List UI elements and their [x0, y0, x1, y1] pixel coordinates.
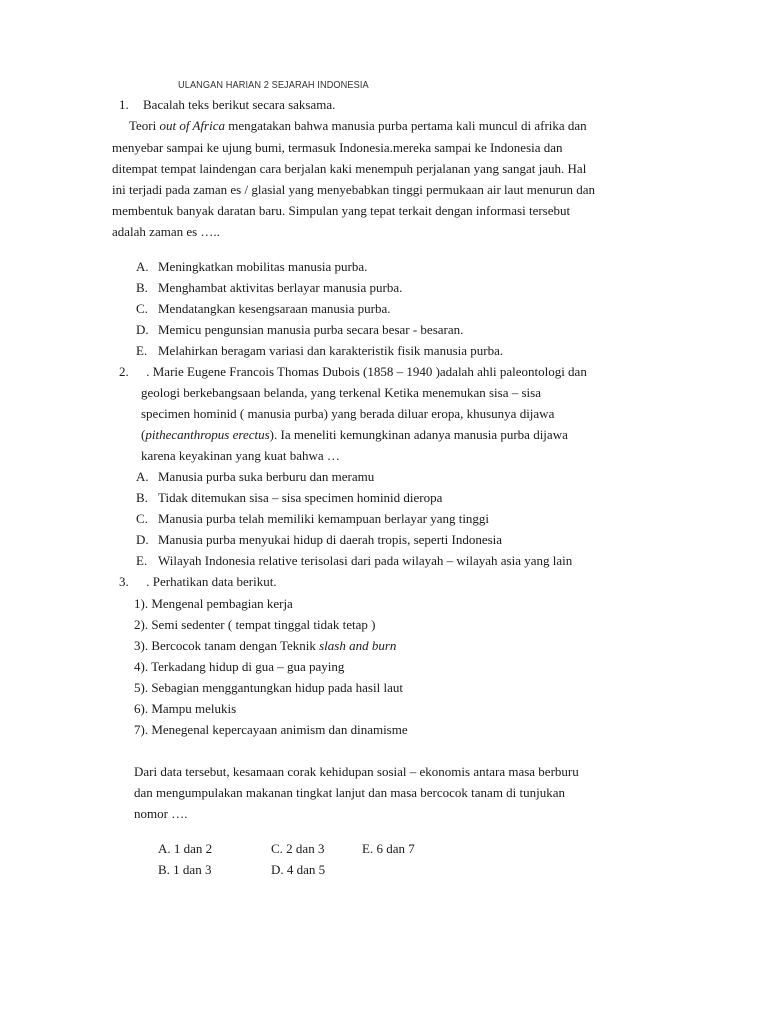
paragraph-text: mengatakan bahwa manusia purba pertama kali muncul di afrika dan: [224, 118, 587, 133]
data-item-3: [134, 638, 396, 654]
question-2-line-5: karena keyakinan yang kuat bahwa …: [141, 448, 340, 463]
question-1-number: 1.: [119, 97, 129, 112]
option-text: Mendatangkan kesengsaraan manusia purba.: [158, 301, 391, 316]
question-2-line-4: [141, 427, 568, 443]
question-1-option-b[interactable]: [136, 280, 402, 296]
question-3-text-line-3: nomor ….: [134, 806, 188, 821]
option-letter: B.: [136, 280, 148, 295]
question-2-option-d[interactable]: [136, 532, 502, 548]
option-text: Memicu pengunsian manusia purba secara besar - besaran.: [158, 322, 464, 337]
question-2-option-a[interactable]: [136, 469, 374, 485]
data-item-7: 7). Menegenal kepercayaan animism dan dinamisme: [134, 722, 408, 737]
question-1-paragraph-line-6: adalah zaman es …..: [112, 224, 220, 239]
option-letter: A.: [136, 469, 149, 484]
option-text: Wilayah Indonesia relative terisolasi dari pada wilayah – wilayah asia yang lain: [158, 553, 573, 568]
question-3-option-c[interactable]: C. 2 dan 3: [271, 841, 325, 856]
question-1-paragraph-line-2: menyebar sampai ke ujung bumi, termasuk Indonesia.mereka sampai ke Indonesia dan: [112, 140, 563, 155]
option-text: Meningkatkan mobilitas manusia purba.: [158, 259, 368, 274]
option-letter: A.: [136, 259, 149, 274]
question-3-option-d[interactable]: D. 4 dan 5: [271, 862, 326, 877]
paren-open: (: [141, 427, 146, 442]
question-1-paragraph-line-1: [129, 118, 587, 134]
option-text: Manusia purba suka berburu dan meramu: [158, 469, 375, 484]
species-name: pithecanthropus erectus: [145, 427, 270, 442]
question-2-text: ). Ia meneliti kemungkinan adanya manusia purba dijawa: [269, 427, 568, 442]
question-1-instruction: Bacalah teks berikut secara saksama.: [143, 97, 336, 112]
question-3-option-b[interactable]: B. 1 dan 3: [158, 862, 212, 877]
paragraph-italic: out of Africa: [159, 118, 225, 133]
question-2-line-2: geologi berkebangsaan belanda, yang terkenal Ketika menemukan sisa – sisa: [141, 385, 541, 400]
question-2-number: 2.: [119, 364, 129, 379]
question-3-option-a[interactable]: A. 1 dan 2: [158, 841, 213, 856]
data-item-italic: slash and burn: [319, 638, 397, 653]
question-3-instruction: . Perhatikan data berikut.: [143, 574, 277, 589]
question-1-header: [119, 97, 335, 113]
data-item-6: 6). Mampu melukis: [134, 701, 237, 716]
data-item-1: 1). Mengenal pembagian kerja: [134, 596, 293, 611]
option-letter: C.: [136, 511, 148, 526]
question-2-text: . Marie Eugene Francois Thomas Dubois (1858 – 1940 )adalah ahli paleontologi dan: [143, 364, 587, 379]
option-letter: D.: [136, 532, 149, 547]
question-3-text-line-2: dan mengumpulakan makanan tingkat lanjut dan masa bercocok tanam di tunjukan: [134, 785, 566, 800]
option-text: Manusia purba menyukai hidup di daerah tropis, seperti Indonesia: [158, 532, 503, 547]
option-letter: D.: [136, 322, 149, 337]
data-item-2: 2). Semi sedenter ( tempat tinggal tidak tetap ): [134, 617, 376, 632]
option-letter: C.: [136, 301, 148, 316]
question-1-option-d[interactable]: [136, 322, 463, 338]
option-text: Manusia purba telah memiliki kemampuan berlayar yang tinggi: [158, 511, 490, 526]
option-letter: E.: [136, 553, 148, 568]
question-2-option-c[interactable]: [136, 511, 489, 527]
data-item-text: 3). Bercocok tanam dengan Teknik: [134, 638, 320, 653]
question-1-option-e[interactable]: [136, 343, 503, 359]
question-3-number: 3.: [119, 574, 129, 589]
question-3-option-e[interactable]: E. 6 dan 7: [362, 841, 415, 856]
page-title: ULANGAN HARIAN 2 SEJARAH INDONESIA: [178, 80, 369, 91]
question-1-paragraph-line-4: ini terjadi pada zaman es / glasial yang menyebabkan tinggi permukaan air laut menurun dan: [112, 182, 595, 197]
question-1-option-a[interactable]: [136, 259, 367, 275]
question-1-option-c[interactable]: [136, 301, 390, 317]
question-3-text-line-1: Dari data tersebut, kesamaan corak kehidupan sosial – ekonomis antara masa berburu: [134, 764, 579, 779]
option-text: Tidak ditemukan sisa – sisa specimen hominid dieropa: [158, 490, 443, 505]
option-text: Melahirkan beragam variasi dan karakteristik fisik manusia purba.: [158, 343, 504, 358]
question-1-paragraph-line-5: membentuk banyak daratan baru. Simpulan yang tepat terkait dengan informasi tersebut: [112, 203, 571, 218]
question-2-line-1: [119, 364, 587, 380]
option-text: Menghambat aktivitas berlayar manusia purba.: [158, 280, 403, 295]
question-3-header: [119, 574, 277, 590]
data-item-5: 5). Sebagian menggantungkan hidup pada hasil laut: [134, 680, 403, 695]
question-2-option-e[interactable]: [136, 553, 572, 569]
option-letter: E.: [136, 343, 148, 358]
question-2-line-3: specimen hominid ( manusia purba) yang berada diluar eropa, khusunya dijawa: [141, 406, 555, 421]
data-item-4: 4). Terkadang hidup di gua – gua paying: [134, 659, 345, 674]
question-2-option-b[interactable]: [136, 490, 442, 506]
paragraph-text: Teori: [129, 118, 160, 133]
option-letter: B.: [136, 490, 148, 505]
question-1-paragraph-line-3: ditempat tempat laindengan cara berjalan kaki menempuh perjalanan yang sangat jauh. Hal: [112, 161, 587, 176]
